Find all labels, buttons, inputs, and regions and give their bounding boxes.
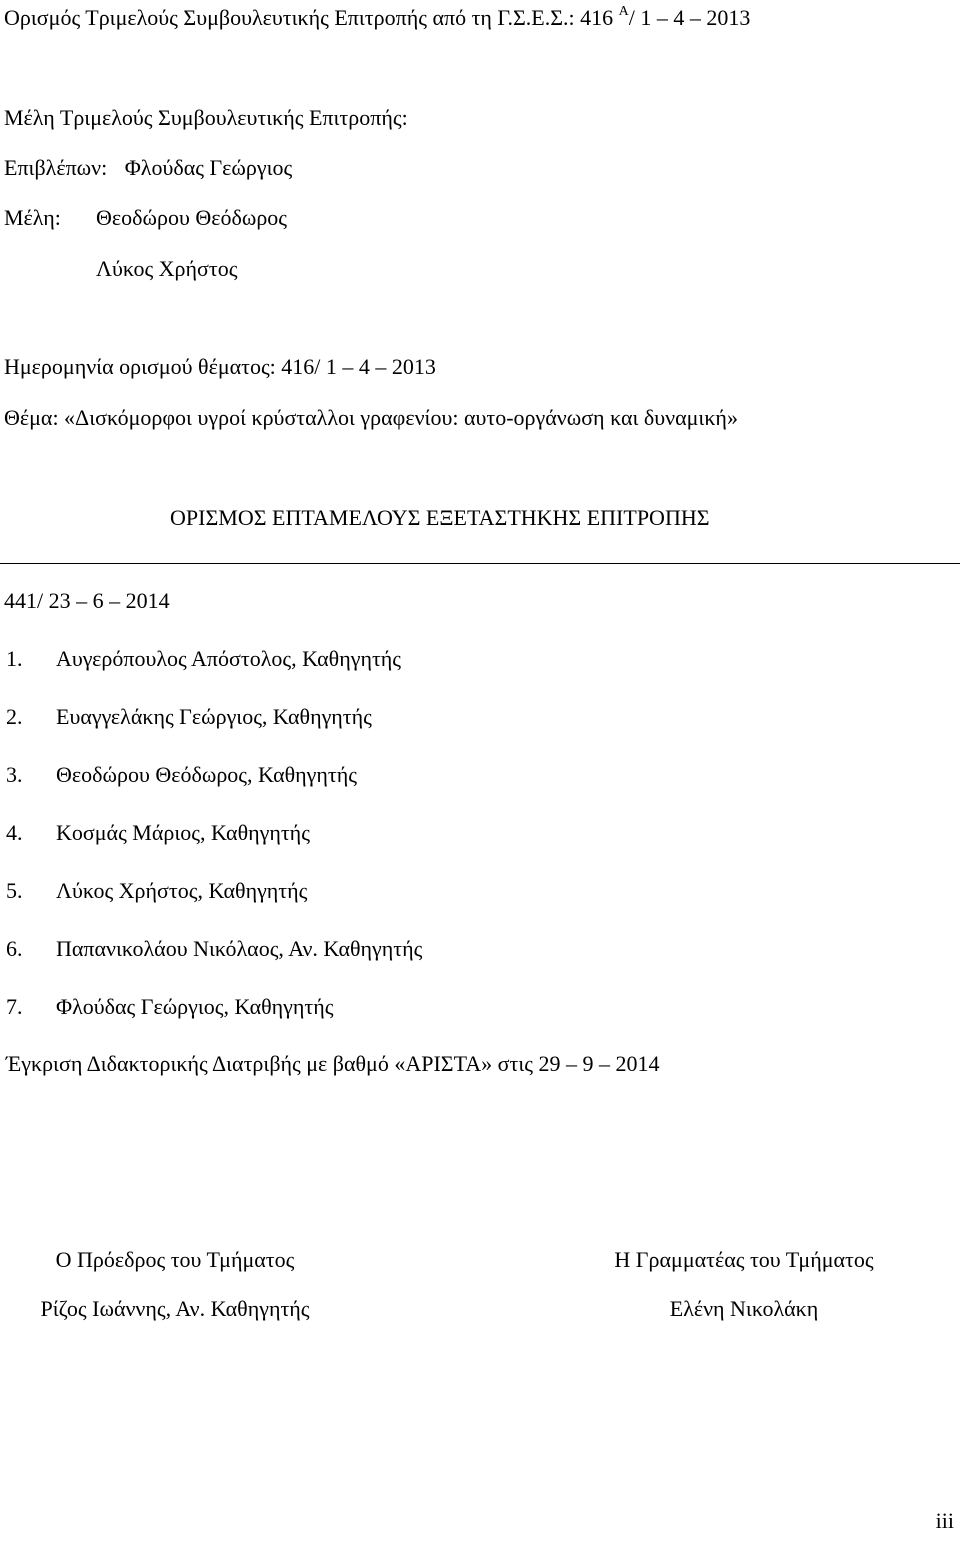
assignment-suffix: / 1 – 4 – 2013 <box>628 5 751 30</box>
list-number: 5. <box>6 878 23 903</box>
supervisor-row <box>4 157 292 179</box>
supervisor-label: Επιβλέπων: <box>4 155 108 180</box>
right-signature-title: Η Γραμματέας του Τμήματος <box>614 1247 874 1272</box>
topic-date: Ημερομηνία ορισμού θέματος: 416/ 1 – 4 – 2013 <box>4 354 436 379</box>
list-name: Λύκος Χρήστος, Καθηγητής <box>56 878 308 903</box>
members-label: Μέλη: <box>4 205 61 230</box>
assignment-line <box>4 4 751 30</box>
list-item <box>6 822 310 844</box>
list-item <box>6 996 333 1018</box>
list-number: 3. <box>6 762 23 787</box>
committee-member: Λύκος Χρήστος <box>96 256 238 281</box>
list-number: 2. <box>6 704 23 729</box>
list-name: Φλούδας Γεώργιος, Καθηγητής <box>56 994 334 1019</box>
assignment-prefix: Ορισμός Τριμελούς Συμβουλευτικής Επιτροπής από τη Γ.Σ.Ε.Σ.: 416 <box>4 5 614 30</box>
list-number: 6. <box>6 936 23 961</box>
list-name: Κοσμάς Μάριος, Καθηγητής <box>56 820 310 845</box>
topic-subject: Θέμα: «Δισκόμορφοι υγροί κρύσταλλοι γραφενίου: αυτο-οργάνωση και δυναμική» <box>4 405 738 430</box>
list-item <box>6 880 307 902</box>
list-item <box>6 764 357 786</box>
list-name: Αυγερόπουλος Απόστολος, Καθηγητής <box>56 646 402 671</box>
list-name: Ευαγγελάκης Γεώργιος, Καθηγητής <box>56 704 372 729</box>
committee-member-row <box>96 258 237 280</box>
list-item <box>6 648 401 670</box>
left-signature-name: Ρίζος Ιωάννης, Αν. Καθηγητής <box>40 1296 310 1321</box>
left-signature-title: Ο Πρόεδρος του Τμήματος <box>55 1247 295 1272</box>
divider <box>0 563 960 564</box>
list-item <box>6 706 372 728</box>
approval-line: Έγκριση Διδακτορικής Διατριβής με βαθμό «ΑΡΙΣΤΑ» στις 29 – 9 – 2014 <box>6 1051 660 1076</box>
members-row <box>4 207 287 229</box>
committee-member: Θεοδώρου Θεόδωρος <box>96 205 288 230</box>
list-number: 1. <box>6 646 23 671</box>
list-item <box>6 938 422 960</box>
assignment-sup: Α <box>618 4 629 19</box>
exam-heading: ΟΡΙΣΜΟΣ ΕΠΤΑΜΕΛΟΥΣ ΕΞΕΤΑΣΤΗΚΗΣ ΕΠΙΤΡΟΠΗΣ <box>170 505 710 530</box>
decision-ref: 441/ 23 – 6 – 2014 <box>4 588 170 613</box>
supervisor-name: Φλούδας Γεώργιος <box>124 155 293 180</box>
committee-title: Μέλη Τριμελούς Συμβουλευτικής Επιτροπής: <box>4 105 408 130</box>
list-name: Παπανικολάου Νικόλαος, Αν. Καθηγητής <box>56 936 423 961</box>
page-number: iii <box>935 1508 954 1533</box>
list-name: Θεοδώρου Θεόδωρος, Καθηγητής <box>56 762 357 787</box>
list-number: 7. <box>6 994 23 1019</box>
right-signature-name: Ελένη Νικολάκη <box>669 1296 819 1321</box>
list-number: 4. <box>6 820 23 845</box>
